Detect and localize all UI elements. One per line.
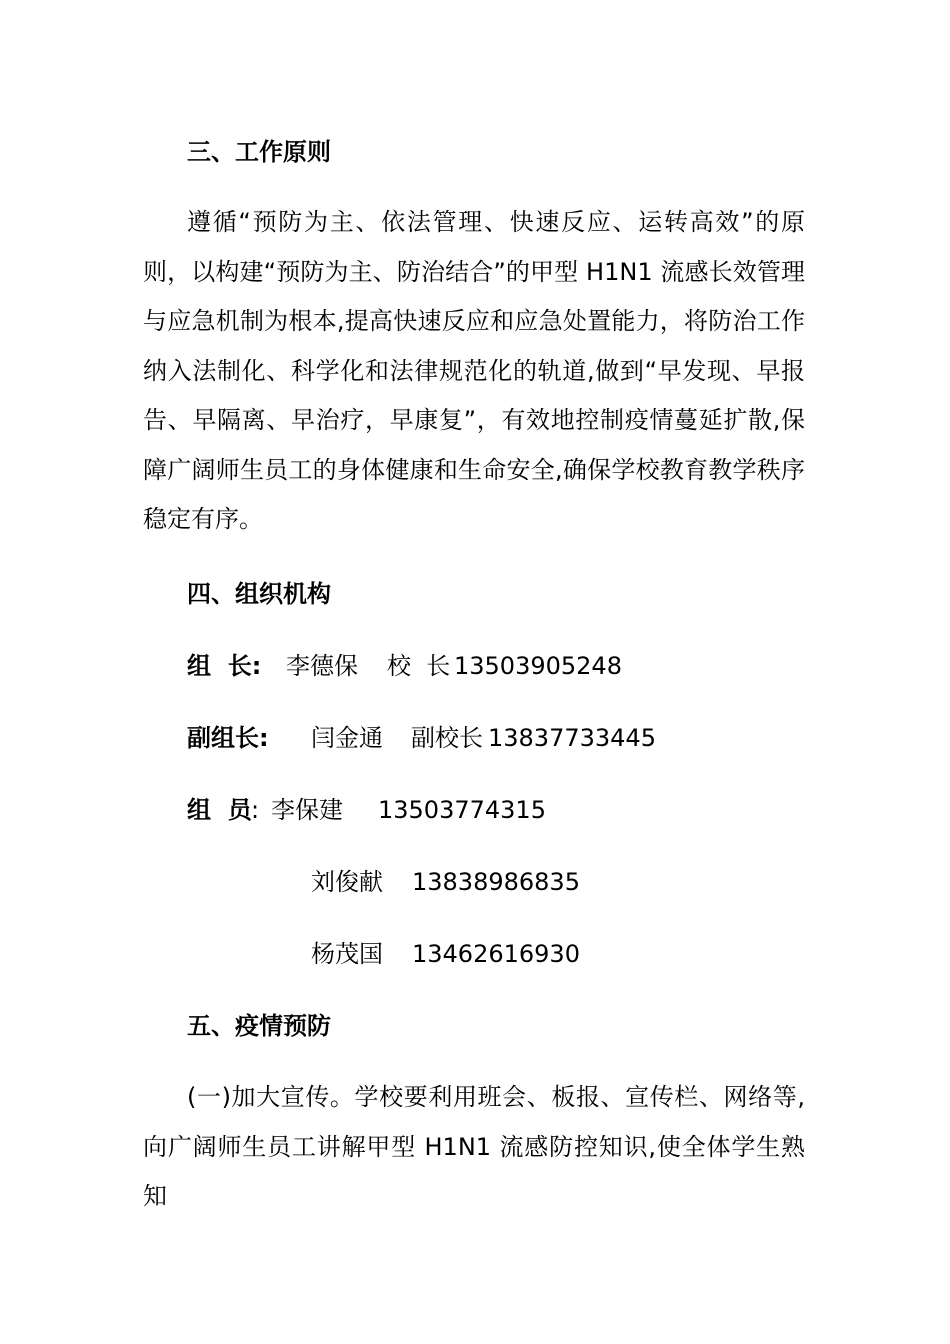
leader-phone: 13503905248 xyxy=(454,652,622,680)
section-heading-organization: 四、组织机构 xyxy=(187,580,331,608)
section-heading-work-principles: 三、工作原则 xyxy=(187,138,331,166)
member-phone: 13462616930 xyxy=(412,940,580,968)
member-phone: 13838986835 xyxy=(412,868,580,896)
leader-name: 李德保 xyxy=(286,652,358,680)
member-name: 刘俊献 xyxy=(311,868,383,896)
member-name: 杨茂国 xyxy=(311,940,383,968)
leader-title: 校 长 xyxy=(387,652,451,680)
members-colon: : xyxy=(251,796,260,824)
deputy-name: 闫金通 xyxy=(311,724,383,752)
members-label: 组 员 xyxy=(187,796,252,824)
member-phone: 13503774315 xyxy=(378,796,546,824)
section-heading-epidemic-prevention: 五、疫情预防 xyxy=(187,1012,331,1040)
member-name: 李保建 xyxy=(271,796,343,824)
paragraph-work-principles: 遵循“预防为主、依法管理、快速反应、运转高效”的原则，以构建“预防为主、防治结合”的甲型 H1N1 流感长效管理与应急机制为根本,提高快速反应和应急处置能力，将防治工作纳入法制化、科学化和法律规范化的轨道,做到“早发现、早报告、早隔离、早治疗，早康复”，有效地控制疫情蔓延扩散,保障广阔师生员工的身体健康和生命安全,确保学校教育教学秩序稳定有序。 xyxy=(143,208,805,533)
deputy-label: 副组长: xyxy=(187,724,269,752)
leader-label: 组 长: xyxy=(187,652,262,680)
paragraph-prevention: (一)加大宣传。学校要利用班会、板报、宣传栏、网络等,向广阔师生员工讲解甲型 H1N1 流感防控知识,使全体学生熟知 xyxy=(143,1083,805,1210)
deputy-phone: 13837733445 xyxy=(488,724,656,752)
deputy-title: 副校长 xyxy=(411,724,483,752)
